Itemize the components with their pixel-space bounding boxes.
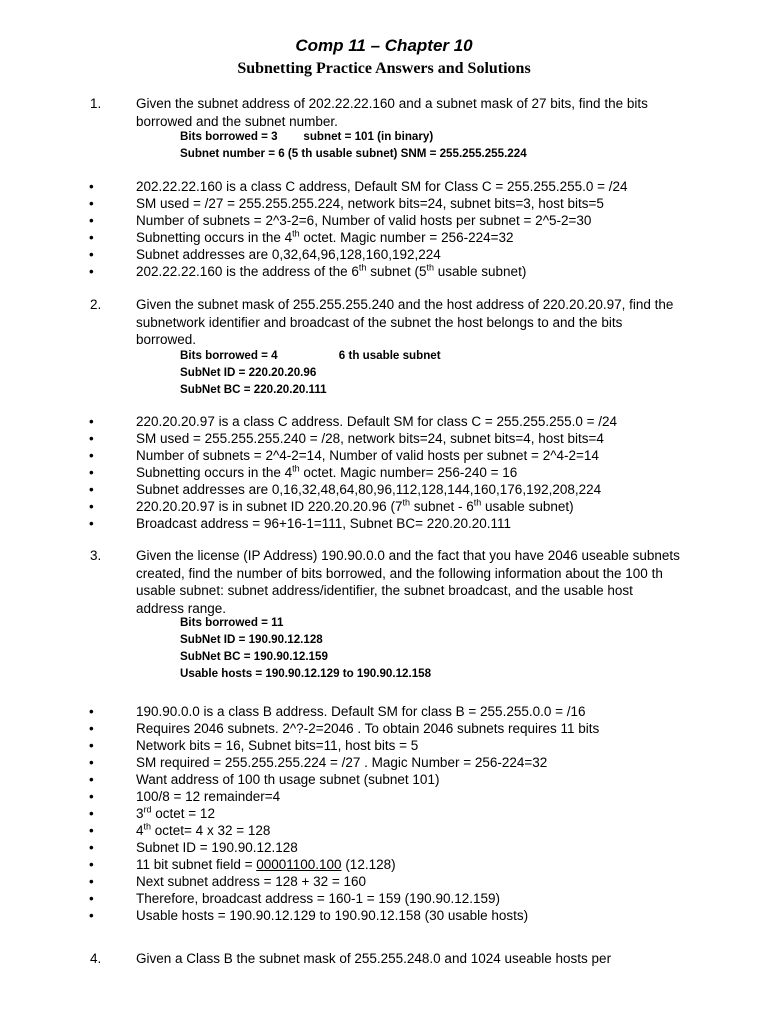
question-number: 2. bbox=[90, 297, 102, 312]
list-item: • Requires 2046 subnets. 2^?-2=2046 . To obtain 2046 subnets requires 11 bits bbox=[89, 721, 600, 736]
bullet-icon: • bbox=[89, 857, 94, 872]
bullet-icon: • bbox=[89, 823, 94, 838]
list-item: • Subnetting occurs in the 4th octet. Magic number = 256-224=32 bbox=[89, 228, 514, 245]
question-text: Given a Class B the subnet mask of 255.255.248.0 and 1024 useable hosts per bbox=[136, 951, 612, 966]
solution-list-1 bbox=[0, 178, 768, 280]
list-item: • 220.20.20.97 is in subnet ID 220.20.20.96 (7th subnet - 6th usable subnet) bbox=[89, 497, 574, 514]
bullet-icon: • bbox=[89, 213, 94, 228]
list-item: • Therefore, broadcast address = 160-1 = 159 (190.90.12.159) bbox=[89, 891, 500, 906]
bullet-icon: • bbox=[89, 247, 94, 262]
document-subtitle: Subnetting Practice Answers and Solutions bbox=[237, 60, 531, 77]
question-number: 3. bbox=[90, 548, 102, 563]
list-item: • Subnet addresses are 0,32,64,96,128,160,192,224 bbox=[89, 247, 441, 262]
list-item: • SM used = 255.255.255.240 = /28, network bits=24, subnet bits=4, host bits=4 bbox=[89, 431, 604, 446]
bullet-icon: • bbox=[89, 908, 94, 923]
list-item: • Network bits = 16, Subnet bits=11, host bits = 5 bbox=[89, 738, 419, 753]
list-item: • SM used = /27 = 255.255.255.224, network bits=24, subnet bits=3, host bits=5 bbox=[89, 196, 604, 211]
bullet-icon: • bbox=[89, 840, 94, 855]
bullet-icon: • bbox=[89, 516, 94, 531]
answer-line: SubNet ID = 220.20.20.96 bbox=[180, 366, 317, 379]
bullet-icon: • bbox=[89, 499, 94, 514]
list-item: • 100/8 = 12 remainder=4 bbox=[89, 789, 281, 804]
list-item: • Subnet addresses are 0,16,32,48,64,80,96,112,128,144,160,176,192,208,224 bbox=[89, 482, 602, 497]
bullet-icon: • bbox=[89, 230, 94, 245]
list-item: • Number of subnets = 2^4-2=14, Number of valid hosts per subnet = 2^4-2=14 bbox=[89, 448, 599, 463]
bullet-icon: • bbox=[89, 891, 94, 906]
list-item: • Want address of 100 th usage subnet (subnet 101) bbox=[89, 772, 440, 787]
question-text: Given the license (IP Address) 190.90.0.0 and the fact that you have 2046 useable subnets created, find the number of bits borrowed, and the following information about the 100 th usable subnet: subnet address/identifier, the subnet broadcast, and the usable host address range. bbox=[136, 548, 680, 616]
list-item: • 220.20.20.97 is a class C address. Default SM for class C = 255.255.255.0 = /24 bbox=[89, 414, 618, 429]
bullet-icon: • bbox=[89, 772, 94, 787]
bullet-icon: • bbox=[89, 721, 94, 736]
bullet-icon: • bbox=[89, 196, 94, 211]
bullet-icon: • bbox=[89, 264, 94, 279]
bullet-icon: • bbox=[89, 465, 94, 480]
question-text: Given the subnet address of 202.22.22.160 and a subnet mask of 27 bits, find the bits borrowed and the subnet number. bbox=[136, 96, 648, 129]
list-item: • 3rd octet = 12 bbox=[89, 804, 215, 821]
answer-line: Bits borrowed = 4 6 th usable subnet bbox=[180, 349, 441, 362]
bullet-icon: • bbox=[89, 755, 94, 770]
list-item: • 202.22.22.160 is the address of the 6th subnet (5th usable subnet) bbox=[89, 262, 527, 279]
list-item: • 190.90.0.0 is a class B address. Default SM for class B = 255.255.0.0 = /16 bbox=[89, 704, 586, 719]
list-item: • SM required = 255.255.255.224 = /27 . Magic Number = 256-224=32 bbox=[89, 755, 548, 770]
list-item: • Subnet ID = 190.90.12.128 bbox=[89, 840, 298, 855]
list-item: • 202.22.22.160 is a class C address, Default SM for Class C = 255.255.255.0 = /24 bbox=[89, 179, 628, 194]
answer-line: Usable hosts = 190.90.12.129 to 190.90.12.158 bbox=[180, 667, 432, 680]
bullet-icon: • bbox=[89, 738, 94, 753]
document-title: Comp 11 – Chapter 10 bbox=[295, 36, 473, 55]
bullet-icon: • bbox=[89, 431, 94, 446]
bullet-icon: • bbox=[89, 789, 94, 804]
answer-line: SubNet ID = 190.90.12.128 bbox=[180, 633, 323, 646]
list-item: • 4th octet= 4 x 32 = 128 bbox=[89, 821, 271, 838]
question-text: Given the subnet mask of 255.255.255.240 and the host address of 220.20.20.97, find the subnetwork identifier and broadcast of the subnet the host belongs to and the bits borrowed. bbox=[136, 297, 674, 347]
solution-list-2 bbox=[0, 413, 768, 532]
answer-line: SubNet BC = 220.20.20.111 bbox=[180, 383, 327, 396]
question-number: 4. bbox=[90, 951, 102, 966]
list-item: • 11 bit subnet field = 00001100.100 (12.128) bbox=[89, 857, 396, 872]
bullet-icon: • bbox=[89, 414, 94, 429]
answer-line: SubNet BC = 190.90.12.159 bbox=[180, 650, 328, 663]
list-item: • Subnetting occurs in the 4th octet. Magic number= 256-240 = 16 bbox=[89, 463, 518, 480]
question-number: 1. bbox=[90, 96, 102, 111]
answer-line: Subnet number = 6 (5 th usable subnet) SNM = 255.255.255.224 bbox=[180, 147, 527, 160]
solution-list-3 bbox=[0, 703, 768, 924]
answer-line: Bits borrowed = 3 subnet = 101 (in binary) bbox=[180, 130, 434, 143]
bullet-icon: • bbox=[89, 806, 94, 821]
list-item: • Broadcast address = 96+16-1=111, Subnet BC= 220.20.20.111 bbox=[89, 516, 512, 531]
bullet-icon: • bbox=[89, 448, 94, 463]
list-item: • Usable hosts = 190.90.12.129 to 190.90.12.158 (30 usable hosts) bbox=[89, 908, 529, 923]
list-item: • Next subnet address = 128 + 32 = 160 bbox=[89, 874, 367, 889]
bullet-icon: • bbox=[89, 482, 94, 497]
answer-line: Bits borrowed = 11 bbox=[180, 616, 284, 629]
list-item: • Number of subnets = 2^3-2=6, Number of valid hosts per subnet = 2^5-2=30 bbox=[89, 213, 592, 228]
bullet-icon: • bbox=[89, 179, 94, 194]
bullet-icon: • bbox=[89, 874, 94, 889]
bullet-icon: • bbox=[89, 704, 94, 719]
